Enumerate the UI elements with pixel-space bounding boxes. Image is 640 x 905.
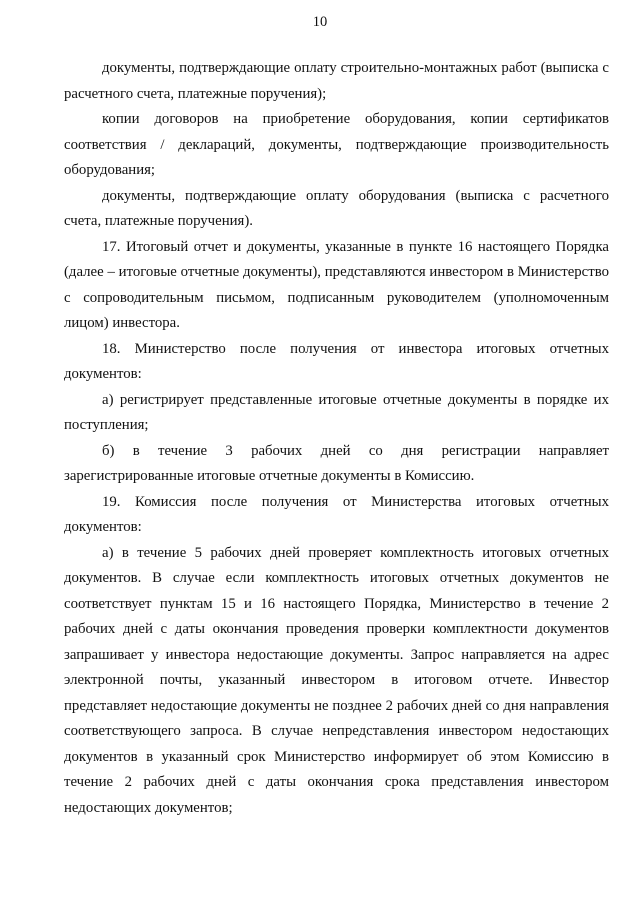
paragraph-equipment-contracts: копии договоров на приобретение оборудования, копии сертификатов соответствия / деклараций, документы, подтверждающие производительность оборудования;	[64, 111, 609, 178]
paragraph-item-19a: а) в течение 5 рабочих дней проверяет комплектность итоговых отчетных документов. В случае если комплектность итоговых отчетных документов не соответствует пунктам 15 и 16 настоящего Порядка, Министерство в течение 2 рабочих дней с даты окончания проведения проверки комплектности документов запрашивает у инвестора недостающие документы. Запрос направляется на адрес электронной почты, указанный инвестором в итоговом отчете. Инвестор представляет недостающие документы не позднее 2 рабочих дней со дня направления соответствующего запроса. В случае непредставления инвестором недостающих документов в указанный срок Министерство информирует об этом Комиссию в течение 2 рабочих дней с даты окончания срока представления инвестором недостающих документов;	[64, 544, 609, 816]
paragraph-payment-construction: документы, подтверждающие оплату строительно-монтажных работ (выписка с расчетного счета, платежные поручения);	[64, 60, 609, 102]
page-number: 10	[312, 14, 328, 30]
document-body	[64, 56, 609, 821]
paragraph-item-17: 17. Итоговый отчет и документы, указанные в пункте 16 настоящего Порядка (далее – итоговые отчетные документы), представляются инвестором в Министерство с сопроводительным письмом, подписанным руководителем (уполномоченным лицом) инвестора.	[64, 238, 609, 331]
paragraph-item-19: 19. Комиссия после получения от Министерства итоговых отчетных документов:	[64, 493, 609, 535]
paragraph-item-18b: б) в течение 3 рабочих дней со дня регистрации направляет зарегистрированные итоговые отчетные документы в Комиссию.	[64, 442, 609, 484]
paragraph-item-18a: а) регистрирует представленные итоговые отчетные документы в порядке их поступления;	[64, 391, 609, 433]
paragraph-payment-equipment: документы, подтверждающие оплату оборудования (выписка с расчетного счета, платежные поручения).	[64, 187, 609, 229]
paragraph-item-18: 18. Министерство после получения от инвестора итоговых отчетных документов:	[64, 340, 609, 382]
